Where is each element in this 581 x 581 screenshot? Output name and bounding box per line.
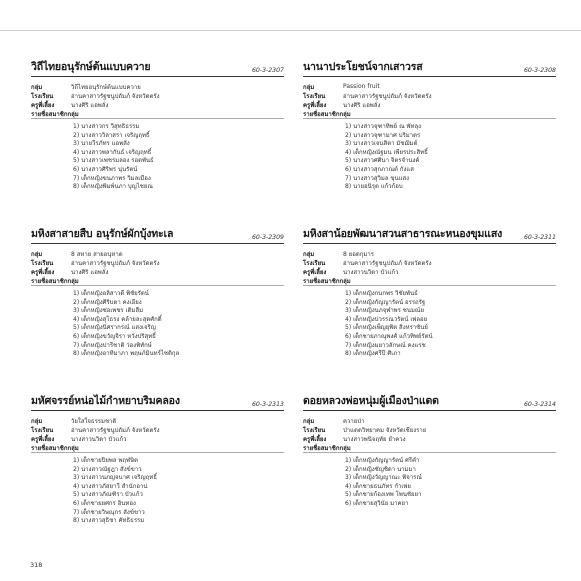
entry-header [303, 391, 556, 411]
entry-header [303, 224, 556, 244]
category-value: Passion fruit [343, 83, 380, 90]
school-label: โรงเรียน [31, 259, 54, 267]
project-title: มหัศจรรย์หน่อไม้กำหยาบริมคลอง [31, 395, 180, 407]
student-item: 7) เด็กชายวิษณุกร สังข์ขาว [73, 508, 145, 516]
school-label: โรงเรียน [31, 426, 54, 434]
student-item: 2) เด็กหญิงกัญญารัตน์ อรรถรัฐ [345, 298, 426, 306]
student-item: 6) นางสาวสุกภาณต์ กังแส [345, 165, 414, 173]
school-value: อ่านคาสาวรัฐชนูปถัมภ์ จังหวัดตรัง [343, 259, 432, 267]
student-item: 1) นางสาวจุฑาทิพย์ ณ พัทลุง [345, 123, 422, 130]
school-value: อ่านคาสาวรัฐชนูปถัมภ์ จังหวัดตรัง [343, 92, 432, 100]
teacher-value: นางศิริ แอพลั่ง [71, 268, 109, 276]
student-item: 6) เด็กชายภาณุพงศ์ แก้วทิพย์รัตน์ [345, 332, 433, 340]
school-value: อ่านคาสาวรัฐชนูปถัมภ์ จังหวัดตรัง [71, 259, 160, 267]
entry-meta [31, 82, 284, 119]
teacher-label: ครูพี่เลี้ยง [31, 435, 55, 443]
project-code: 60-3-2307 [251, 67, 284, 74]
student-item: 2) เด็กหญิงชัญชิดา นามมา [345, 465, 416, 473]
student-item: 4) นางสาวภัสยาวี สำนักอาน่ [73, 482, 148, 490]
category-label: กลุ่ม [303, 250, 315, 258]
teacher-value: นางสาวนวิดา บัวแก้ว [343, 268, 399, 276]
students-heading: รายชื่อสมาชิกกลุ่ม [31, 443, 284, 453]
student-item: 7) เด็กหญิงปารีชาติ ว่องพิทักษ์ [73, 341, 152, 349]
teacher-value: นางศิริ แอพลั่ง [343, 101, 381, 109]
project-title: ดอยหลวงพ่อหนุ่มผู้เมืองป่าแดด [303, 395, 439, 407]
project-title: มหิงสาสายสืบ อนุรักษ์ผักบุ้งทะเล [31, 228, 174, 240]
entry-header [31, 391, 284, 411]
student-item: 7) เด็กหญิงมยาวลักษณ์ คงแรช [345, 341, 426, 349]
student-item: 5) นางสาวศศินา จิตรจำนงค์ [345, 157, 420, 165]
school-value: อ่านคาสาวรัฐชนูปถัมภ์ จังหวัดตรัง [71, 92, 160, 100]
category-label: กลุ่ม [31, 417, 43, 425]
school-label: โรงเรียน [303, 259, 326, 267]
entry-header [31, 57, 284, 77]
student-list [73, 457, 284, 526]
student-list [73, 290, 284, 359]
school-value: อ่านคาสาวรัฐชนูปถัมภ์ จังหวัดตรัง [71, 426, 160, 434]
student-item: 4) เด็กหญิงณัฐมน เพียรประสิทธิ์ [345, 148, 428, 156]
student-item: 2) นางสาวจุฑามาศ บริมาดร [345, 131, 421, 139]
students-heading: รายชื่อสมาชิกกลุ่ม [303, 276, 556, 286]
student-item: 5) นางสาวภัณฑิรา บัวแก้ว [73, 491, 143, 499]
category-label: กลุ่ม [31, 83, 43, 91]
teacher-label: ครูพี่เลี้ยง [303, 435, 327, 443]
project-code: 60-3-2308 [523, 67, 556, 74]
category-value: 8 ยอดกุมาร [343, 250, 374, 258]
student-item: 2) นางสาวณัฐฎา สังข์ขาว [73, 465, 142, 473]
entry-meta [31, 416, 284, 453]
student-item: 3) นางสาวเจนสิตา มัชฌิมต์ [345, 140, 418, 148]
entry-meta [303, 249, 556, 286]
student-item: 5) เด็กหญิงนิศรากรณ์ แสงเจริญ [73, 324, 156, 332]
teacher-value: นางศิริ แอพลั่ง [71, 101, 109, 109]
project-title: วิถีไทยอนุรักษ์ต้นแบบควาย [31, 61, 151, 73]
student-item: 1) เด็กหญิงอลิสาวดี พิชัยรัตน์ [73, 290, 149, 297]
page-number: 318 [30, 561, 43, 569]
student-item: 4) นางสาวพลากันธ์ เจริญฤทธิ์ [73, 148, 152, 156]
teacher-label: ครูพี่เลี้ยง [303, 101, 327, 109]
project-entry [31, 224, 284, 359]
category-value: วัยใสใจธรรมชาติ [71, 417, 117, 425]
project-entry [303, 391, 556, 509]
teacher-label: ครูพี่เลี้ยง [31, 101, 55, 109]
student-item: 6) เด็กชายยศกร อินทอง [73, 499, 136, 507]
student-item: 8) นางสาวสุธิชา คัทธิธรรม [73, 517, 145, 525]
student-list [345, 290, 556, 359]
student-item: 5) เด็กชายก้องเทพ โพนชัยยา [345, 491, 422, 499]
student-item: 3) เด็กหญิงนภจุฬาพร ชนมณ์ย [345, 307, 424, 315]
student-item: 1) เด็กชายปิยพล พฤฬษิต [73, 457, 139, 464]
entry-meta [303, 82, 556, 119]
student-item: 8) นายอนิรุต แก้วก้อบ [345, 183, 403, 191]
top-rule [0, 30, 581, 31]
student-item: 4) เด็กหญิงปวรรณวรัตน์ เพ่ลอย [345, 315, 428, 323]
student-item: 7) เด็กหญิงขนภาพร วิมลเมือง [73, 174, 151, 182]
student-item: 1) เด็กหญิงกนกพร วิชัยพันธ์ [345, 290, 418, 297]
school-value: ป่าแดดวิทยาคม จังหวัดเชียงราย [343, 426, 427, 434]
category-label: กลุ่ม [31, 250, 43, 258]
entry-header [31, 224, 284, 244]
student-item: 5) นางสาวเพชรมลอง รอดพันธ์ [73, 157, 154, 165]
entry-meta [303, 416, 556, 453]
teacher-value: นางสาวพนิจฤทัย ยำควง [343, 435, 406, 443]
project-entry [31, 391, 284, 526]
student-item: 3) เด็กหญิงช่อเพชร เดิมลืม [73, 307, 144, 315]
teacher-value: นางสาวนวิดา บัวแก้ว [71, 435, 127, 443]
student-item: 6) เด็กชายสุวินัย มาคยา [345, 499, 409, 507]
category-value: วิถีไทยอนุรักษ์ต้นแบบควาย [71, 83, 141, 91]
student-item: 2) เด็กหญิงศิริบดา คงเอียง [73, 298, 142, 306]
student-item: 1) เด็กหญิงกัญญารัตน์ ศรีคำ [345, 457, 420, 464]
student-item: 8) เด็กหญิงศรีปี ศิเภา [345, 350, 401, 358]
student-item: 3) เด็กหญิงวัญญาณะ พิจารณ์ [345, 474, 422, 482]
teacher-label: ครูพี่เลี้ยง [303, 268, 327, 276]
project-code: 60-3-2309 [251, 234, 284, 241]
student-item: 3) นายวีรภัทร แอพลั่ง [73, 140, 130, 148]
student-list [73, 123, 284, 192]
student-item: 8) เด็กหญิงพิมพ์นภา บุญไชยณ [73, 183, 153, 191]
student-item: 3) นางสาวนภญจนาศ เจริญฤทธิ์ [73, 474, 157, 482]
project-code: 60-3-2314 [523, 401, 556, 408]
student-item: 8) เด็กหญิงอาทิมาภา พฤษภ์มินทร์ไซติกุล [73, 350, 180, 358]
category-value: 8 สหาย สายอนุหาด [71, 250, 123, 258]
project-code: 60-3-2311 [523, 234, 556, 241]
students-heading: รายชื่อสมาชิกกลุ่ม [303, 443, 556, 453]
student-item: 6) นางสาวศิริพร นุ่นรัตน์ [73, 165, 138, 173]
students-heading: รายชื่อสมาชิกกลุ่ม [31, 276, 284, 286]
student-list [345, 457, 556, 509]
project-entry [303, 224, 556, 359]
category-label: กลุ่ม [303, 417, 315, 425]
student-item: 4) เด็กหญิงสุโธรง คล้ายละสุดศักดิ์ [73, 315, 162, 323]
student-item: 2) นางสาววิลาสรา เจริญฤทธิ์ [73, 131, 150, 139]
school-label: โรงเรียน [303, 92, 326, 100]
entry-header [303, 57, 556, 77]
student-item: 6) เด็กหญิงขวัญจิรา หวังปริสุทธิ์ [73, 332, 156, 340]
school-label: โรงเรียน [31, 92, 54, 100]
project-code: 60-3-2313 [251, 401, 284, 408]
student-item: 1) นางสาวกร วิสุทธิธรรม [73, 123, 140, 130]
student-item: 5) เด็กหญิงเพ็ญยุพิต สิงหราชันย์ [345, 324, 428, 332]
teacher-label: ครูพี่เลี้ยง [31, 268, 55, 276]
project-title: มหิงสาน้อยพัฒนาสวนสาธารณะหนองขุมแสง [303, 228, 503, 240]
project-entry [31, 57, 284, 192]
students-heading: รายชื่อสมาชิกกลุ่ม [31, 109, 284, 119]
school-label: โรงเรียน [303, 426, 326, 434]
category-value: ควายป่า [343, 417, 365, 425]
student-list [345, 123, 556, 192]
entry-meta [31, 249, 284, 286]
project-entry [303, 57, 556, 192]
student-item: 4) เด็กชายธนภัทร กำเพ่ย [345, 482, 411, 490]
project-title: นานาประโยชน์จากเสาวรส [303, 61, 423, 73]
students-heading: รายชื่อสมาชิกกลุ่ม [303, 109, 556, 119]
student-item: 7) นางสาวสุวิมล ขุนแสง [345, 174, 410, 182]
category-label: กลุ่ม [303, 83, 315, 91]
